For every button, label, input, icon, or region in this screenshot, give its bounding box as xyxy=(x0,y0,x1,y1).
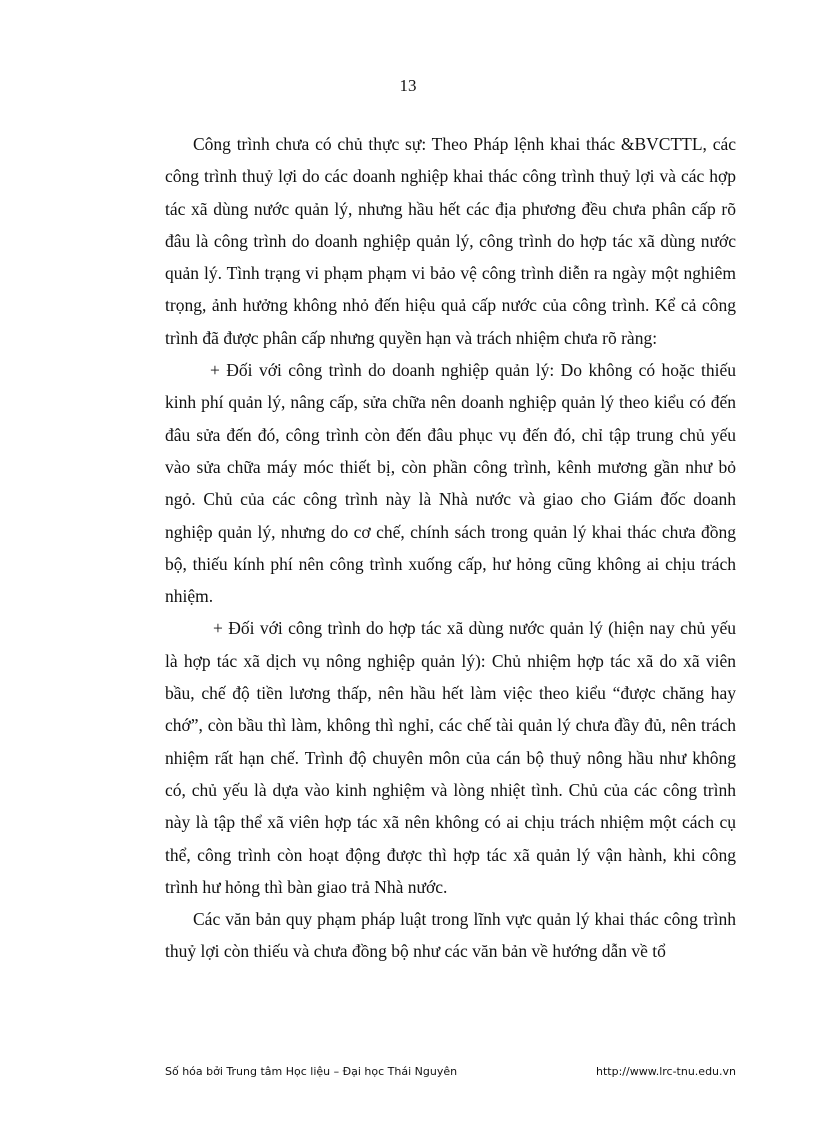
page-number: 13 xyxy=(399,76,417,95)
footer-website-link[interactable]: http://www.lrc-tnu.edu.vn xyxy=(596,1065,736,1078)
paragraph-legal-documents: Các văn bản quy phạm pháp luật trong lĩnh vực quản lý khai thác công trình thuỷ lợi còn thiếu và chưa đồng bộ như các văn bản về hướng dẫn về tổ xyxy=(165,909,736,962)
paragraph-ownership-issue: Công trình chưa có chủ thực sự: Theo Pháp lệnh khai thác &BVCTTL, các công trình thuỷ lợi do các doanh nghiệp khai thác công trình thuỷ lợi và các hợp tác xã dùng nước quản lý, nhưng hầu hết các địa phương đều chưa phân cấp rõ đâu là công trình do doanh nghiệp quản lý, công trình do hợp tác xã dùng nước quản lý. Tình trạng vi phạm phạm vi bảo vệ công trình diễn ra ngày một nghiêm trọng, ảnh hưởng không nhỏ đến hiệu quả cấp nước của công trình. Kể cả công trình đã được phân cấp nhưng quyền hạn và trách nhiệm chưa rõ ràng: xyxy=(165,134,736,348)
footer-source-credit: Số hóa bởi Trung tâm Học liệu – Đại học Thái Nguyên xyxy=(165,1065,458,1078)
paragraph-enterprise-managed: + Đối với công trình do doanh nghiệp quản lý: Do không có hoặc thiếu kinh phí quản lý, nâng cấp, sửa chữa nên doanh nghiệp quản lý theo kiểu có đến đâu sửa đến đó, công trình còn đến đâu phục vụ đến đó, chỉ tập trung chủ yếu vào sửa chữa máy móc thiết bị, còn phần công trình, kênh mương gần như bỏ ngỏ. Chủ của các công trình này là Nhà nước và giao cho Giám đốc doanh nghiệp quản lý, nhưng do cơ chế, chính sách trong quản lý khai thác chưa đồng bộ, thiếu kính phí nên công trình xuống cấp, hư hỏng cũng không ai chịu trách nhiệm. xyxy=(165,360,736,607)
paragraph-cooperative-managed: + Đối với công trình do hợp tác xã dùng nước quản lý (hiện nay chủ yếu là hợp tác xã dịch vụ nông nghiệp quản lý): Chủ nhiệm hợp tác xã do xã viên bầu, chế độ tiền lương thấp, nên hầu hết làm việc theo kiểu “được chăng hay chớ”, còn bầu thì làm, không thì nghỉ, các chế tài quản lý chưa đầy đủ, nên trách nhiệm rất hạn chế. Trình độ chuyên môn của cán bộ thuỷ nông hầu như không có, chủ yếu là dựa vào kinh nghiệm và lòng nhiệt tình. Chủ của các công trình này là tập thể xã viên hợp tác xã nên không có ai chịu trách nhiệm một cách cụ thể, công trình còn hoạt động được thì hợp tác xã quản lý vận hành, khi công trình hư hỏng thì bàn giao trả Nhà nước. xyxy=(165,618,736,897)
page-footer xyxy=(165,1065,736,1081)
document-body xyxy=(165,128,736,968)
